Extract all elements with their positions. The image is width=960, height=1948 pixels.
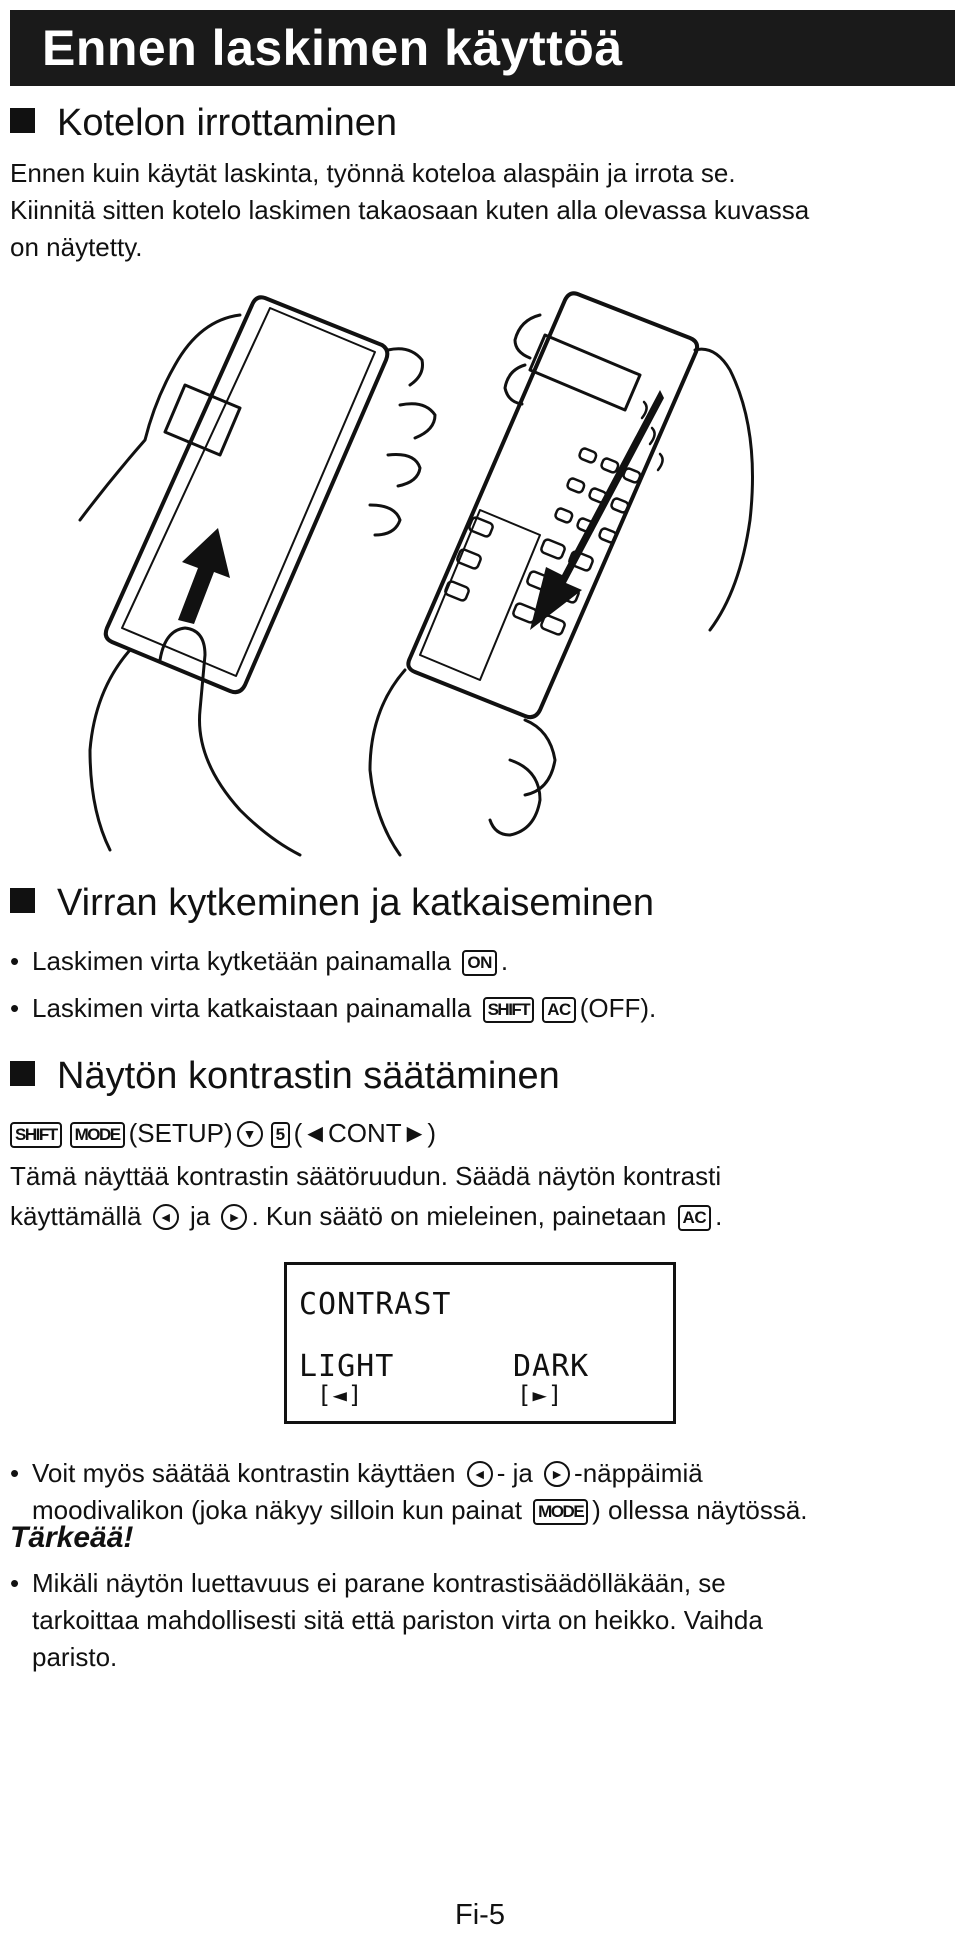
- screen-dark-indicator: [►]: [517, 1381, 564, 1409]
- power-on-end: .: [500, 946, 509, 976]
- shift-key-icon: SHIFT: [483, 997, 535, 1023]
- case-line-1: Ennen kuin käytät laskinta, työnnä koteloa alaspäin ja irrota se.: [10, 158, 736, 188]
- section-heading-case: [10, 100, 397, 146]
- right-hand-bottom: [370, 670, 405, 855]
- screen-light-indicator: [◄]: [317, 1381, 364, 1409]
- case-paragraph: [10, 155, 955, 266]
- on-key-icon: ON: [462, 950, 497, 976]
- contrast-line-2-a: käyttämällä: [10, 1201, 142, 1231]
- section-heading-case-text: Kotelon irrottaminen: [57, 102, 398, 144]
- case-line-3: on näytetty.: [10, 232, 143, 262]
- contrast-key-sequence: [10, 1115, 955, 1152]
- mode-key-icon: MODE: [533, 1499, 588, 1525]
- screen-dark: DARK: [513, 1349, 590, 1384]
- arrow-down-icon: [530, 390, 664, 630]
- important-bullet: [10, 1565, 955, 1676]
- square-bullet-icon: [10, 108, 35, 133]
- bullet-dot: •: [10, 946, 20, 976]
- ac-key-icon: AC: [542, 997, 576, 1023]
- bullet-dot: •: [10, 1458, 20, 1488]
- power-on-bullet: [10, 943, 955, 980]
- square-bullet-icon: [10, 888, 35, 913]
- alt-adjust-b: - ja: [496, 1458, 533, 1488]
- shift-key-icon: SHIFT: [10, 1122, 62, 1148]
- contrast-line-2-b: . Kun säätö on mieleinen, painetaan: [251, 1201, 667, 1231]
- section-heading-contrast-text: Näytön kontrastin säätäminen: [57, 1055, 560, 1097]
- down-arrow-key-icon: ▼: [237, 1121, 263, 1147]
- left-arrow-key-icon: ◄: [153, 1204, 179, 1230]
- bullet-dot: •: [10, 993, 20, 1023]
- setup-label: (SETUP): [128, 1118, 233, 1148]
- case-removal-illustration: [70, 290, 900, 860]
- contrast-line-1: Tämä näyttää kontrastin säätöruudun. Säädä näytön kontrasti: [10, 1161, 722, 1191]
- power-off-text: Laskimen virta katkaistaan painamalla: [32, 993, 472, 1023]
- section-heading-power-text: Virran kytkeminen ja katkaiseminen: [57, 882, 655, 924]
- page-title: Ennen laskimen käyttöä: [10, 10, 955, 86]
- left-arrow-key-icon: ◄: [467, 1461, 493, 1487]
- left-thumb: [160, 628, 300, 855]
- right-thumb: [490, 720, 555, 835]
- alt-adjust-line2-a: moodivalikon (joka näkyy silloin kun painat: [32, 1495, 522, 1525]
- left-hand-bottom: [90, 650, 130, 850]
- left-calculator: [106, 297, 388, 692]
- mode-key-icon: MODE: [70, 1122, 125, 1148]
- contrast-line-2: [10, 1198, 955, 1235]
- screen-light: LIGHT: [299, 1349, 395, 1384]
- important-label: Tärkeää!: [10, 1521, 134, 1554]
- contrast-screen: [284, 1262, 676, 1424]
- important-line-1: Mikäli näytön luettavuus ei parane kontrastisäädölläkään, se: [32, 1568, 726, 1598]
- square-bullet-icon: [10, 1061, 35, 1086]
- contrast-line-2-ja: ja: [189, 1201, 211, 1231]
- contrast-line-2-end: .: [715, 1201, 723, 1231]
- right-hand-side: [695, 349, 753, 630]
- power-off-end: (OFF).: [579, 993, 657, 1023]
- important-line-2: tarkoittaa mahdollisesti sitä että pariston virta on heikko. Vaihda: [32, 1605, 763, 1635]
- power-on-text: Laskimen virta kytketään painamalla: [32, 946, 452, 976]
- section-heading-contrast: [10, 1053, 560, 1099]
- page-number: Fi-5: [455, 1899, 505, 1931]
- cont-label: (◄CONT►): [293, 1118, 437, 1148]
- alt-adjust-line2-b: ) ollessa näytössä.: [592, 1495, 808, 1525]
- alt-adjust-c: -näppäimiä: [574, 1458, 703, 1488]
- five-key-icon: 5: [271, 1122, 290, 1148]
- right-arrow-key-icon: ►: [221, 1204, 247, 1230]
- case-line-2: Kiinnitä sitten kotelo laskimen takaosaan kuten alla olevassa kuvassa: [10, 195, 810, 225]
- power-off-bullet: [10, 990, 955, 1027]
- bullet-dot: •: [10, 1568, 20, 1598]
- ac-key-icon: AC: [678, 1205, 712, 1231]
- left-hand-top: [80, 315, 240, 520]
- right-calculator: [408, 293, 697, 717]
- screen-title: CONTRAST: [299, 1287, 452, 1322]
- arrow-up-icon: [178, 528, 230, 624]
- section-heading-power: [10, 880, 654, 926]
- important-line-3: paristo.: [32, 1642, 118, 1672]
- alt-adjust-a: Voit myös säätää kontrastin käyttäen: [32, 1458, 456, 1488]
- alt-adjust-bullet: [10, 1455, 955, 1529]
- right-arrow-key-icon: ►: [544, 1461, 570, 1487]
